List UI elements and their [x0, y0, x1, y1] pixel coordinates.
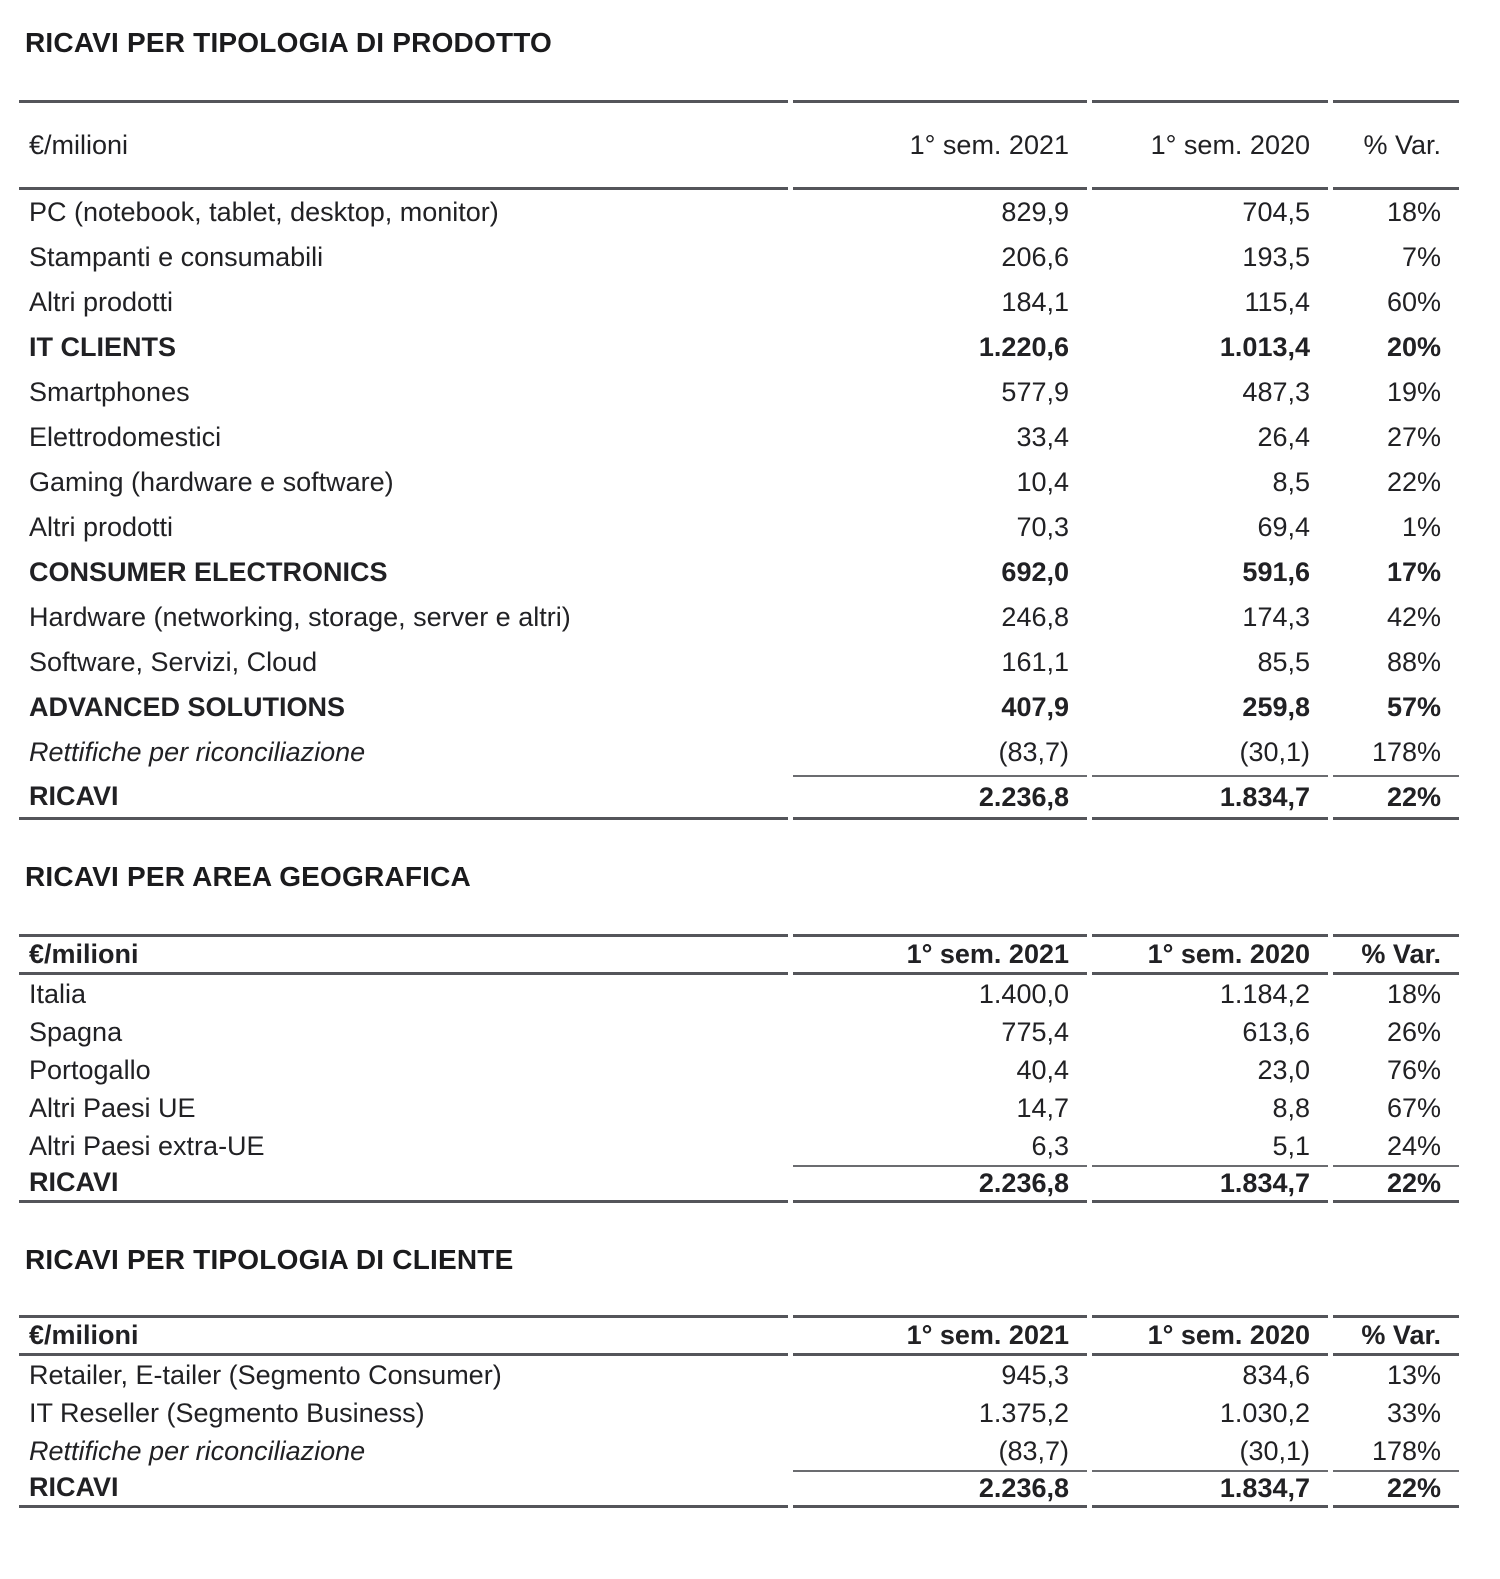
value-sem-2020: 834,6 — [1242, 1359, 1310, 1390]
table-row — [19, 775, 1459, 820]
table-row — [19, 1127, 1459, 1165]
table-row — [19, 1470, 1459, 1508]
value-var-pct: 178% — [1371, 1435, 1441, 1466]
table-row — [19, 640, 1459, 685]
value-var-pct: 76% — [1386, 1054, 1441, 1085]
row-label: IT Reseller (Segmento Business) — [29, 1397, 425, 1428]
value-var-pct: 60% — [1386, 287, 1441, 317]
col-header-sem-2020: 1° sem. 2020 — [1092, 100, 1328, 190]
value-var-pct: 18% — [1386, 978, 1441, 1009]
table-row — [19, 1394, 1459, 1432]
section-revenue-by-product — [0, 26, 1500, 820]
value-sem-2021: 40,4 — [1016, 1054, 1069, 1085]
value-sem-2020: 1.834,7 — [1092, 1165, 1328, 1203]
value-sem-2020: 259,8 — [1242, 692, 1310, 722]
table-row — [19, 685, 1459, 730]
table-body — [19, 975, 1459, 1203]
value-var-pct: 24% — [1386, 1130, 1441, 1161]
section-revenue-by-geography — [0, 860, 1500, 1203]
value-var-pct: 1% — [1401, 512, 1441, 542]
value-sem-2020: 193,5 — [1242, 242, 1310, 272]
section-revenue-by-customer — [0, 1243, 1500, 1508]
row-label: CONSUMER ELECTRONICS — [29, 557, 388, 587]
col-header-sem-2020: 1° sem. 2020 — [1092, 934, 1328, 975]
row-label: Rettifiche per riconciliazione — [29, 1435, 366, 1466]
revenue-by-product-table — [19, 100, 1459, 820]
table-row — [19, 550, 1459, 595]
value-var-pct: 178% — [1371, 737, 1441, 767]
value-sem-2021: (83,7) — [998, 1435, 1069, 1466]
value-sem-2021: 692,0 — [1001, 557, 1069, 587]
value-sem-2021: 206,6 — [1001, 242, 1069, 272]
table-row — [19, 1432, 1459, 1470]
value-var-pct: 20% — [1386, 332, 1441, 362]
value-var-pct: 22% — [1333, 1165, 1459, 1203]
value-var-pct: 19% — [1386, 377, 1441, 407]
col-header-var-pct: % Var. — [1333, 934, 1459, 975]
table-header-row — [19, 100, 1459, 190]
value-var-pct: 57% — [1386, 692, 1441, 722]
value-sem-2020: 26,4 — [1257, 422, 1310, 452]
value-var-pct: 67% — [1386, 1092, 1441, 1123]
value-sem-2020: 591,6 — [1242, 557, 1310, 587]
col-header-unit: €/milioni — [19, 934, 788, 975]
table-row — [19, 370, 1459, 415]
row-label: Italia — [29, 978, 87, 1009]
value-sem-2021: 945,3 — [1001, 1359, 1069, 1390]
value-var-pct: 18% — [1386, 197, 1441, 227]
value-sem-2020: 613,6 — [1242, 1016, 1310, 1047]
value-sem-2020: 704,5 — [1242, 197, 1310, 227]
value-var-pct: 88% — [1386, 647, 1441, 677]
table-row — [19, 460, 1459, 505]
value-var-pct: 22% — [1333, 1470, 1459, 1508]
value-sem-2020: 1.030,2 — [1219, 1397, 1310, 1428]
table-row — [19, 1165, 1459, 1203]
table-row — [19, 1089, 1459, 1127]
value-sem-2020: 23,0 — [1257, 1054, 1310, 1085]
value-sem-2021: 2.236,8 — [793, 1165, 1087, 1203]
row-label: Stampanti e consumabili — [29, 242, 324, 272]
section-title-product: RICAVI PER TIPOLOGIA DI PRODOTTO — [25, 27, 553, 58]
row-label: Spagna — [29, 1016, 123, 1047]
table-row — [19, 280, 1459, 325]
table-header-row — [19, 934, 1459, 975]
value-sem-2020: (30,1) — [1239, 1435, 1310, 1466]
value-var-pct: 33% — [1386, 1397, 1441, 1428]
table-row — [19, 505, 1459, 550]
value-sem-2020: 85,5 — [1257, 647, 1310, 677]
col-header-unit: €/milioni — [19, 1315, 788, 1356]
row-label: Rettifiche per riconciliazione — [29, 737, 366, 767]
table-row — [19, 595, 1459, 640]
col-header-sem-2021: 1° sem. 2021 — [793, 934, 1087, 975]
row-label: Hardware (networking, storage, server e altri) — [29, 602, 571, 632]
value-sem-2021: (83,7) — [998, 737, 1069, 767]
value-var-pct: 17% — [1386, 557, 1441, 587]
row-label: RICAVI — [19, 1470, 788, 1508]
row-label: PC (notebook, tablet, desktop, monitor) — [29, 197, 499, 227]
row-label: Gaming (hardware e software) — [29, 467, 394, 497]
value-sem-2020: 69,4 — [1257, 512, 1310, 542]
row-label: Smartphones — [29, 377, 190, 407]
value-sem-2020: 1.834,7 — [1092, 775, 1328, 820]
section-title-geography: RICAVI PER AREA GEOGRAFICA — [25, 861, 471, 892]
row-label: Elettrodomestici — [29, 422, 222, 452]
value-var-pct: 42% — [1386, 602, 1441, 632]
revenue-by-geography-table — [19, 934, 1459, 1203]
table-row — [19, 975, 1459, 1013]
value-sem-2020: 8,5 — [1272, 467, 1310, 497]
table-row — [19, 1013, 1459, 1051]
value-sem-2021: 407,9 — [1001, 692, 1069, 722]
value-sem-2020: 8,8 — [1272, 1092, 1310, 1123]
table-row — [19, 730, 1459, 775]
col-header-var-pct: % Var. — [1333, 1315, 1459, 1356]
row-label: Portogallo — [29, 1054, 151, 1085]
table-header-row — [19, 1315, 1459, 1356]
col-header-sem-2021: 1° sem. 2021 — [793, 100, 1087, 190]
row-label: Altri Paesi UE — [29, 1092, 196, 1123]
table-row — [19, 190, 1459, 235]
value-sem-2020: (30,1) — [1239, 737, 1310, 767]
value-sem-2021: 1.220,6 — [978, 332, 1069, 362]
value-sem-2020: 115,4 — [1244, 287, 1310, 317]
value-sem-2021: 2.236,8 — [793, 1470, 1087, 1508]
value-sem-2021: 246,8 — [1001, 602, 1069, 632]
value-sem-2021: 184,1 — [1001, 287, 1069, 317]
value-sem-2021: 161,1 — [1001, 647, 1069, 677]
col-header-sem-2021: 1° sem. 2021 — [793, 1315, 1087, 1356]
value-sem-2021: 2.236,8 — [793, 775, 1087, 820]
col-header-var-pct: % Var. — [1333, 100, 1459, 190]
table-body — [19, 190, 1459, 820]
value-var-pct: 27% — [1386, 422, 1441, 452]
row-label: RICAVI — [19, 1165, 788, 1203]
table-row — [19, 415, 1459, 460]
value-sem-2021: 6,3 — [1031, 1130, 1069, 1161]
value-sem-2020: 174,3 — [1242, 602, 1310, 632]
value-var-pct: 22% — [1386, 467, 1441, 497]
value-sem-2021: 775,4 — [1001, 1016, 1069, 1047]
table-row — [19, 1356, 1459, 1394]
value-sem-2021: 33,4 — [1016, 422, 1069, 452]
row-label: ADVANCED SOLUTIONS — [29, 692, 346, 722]
revenue-by-customer-table — [19, 1315, 1459, 1508]
value-sem-2021: 829,9 — [1001, 197, 1069, 227]
table-row — [19, 1051, 1459, 1089]
value-sem-2021: 10,4 — [1016, 467, 1069, 497]
row-label: RICAVI — [19, 775, 788, 820]
row-label: IT CLIENTS — [29, 332, 176, 362]
value-sem-2020: 1.013,4 — [1219, 332, 1310, 362]
value-sem-2020: 5,1 — [1272, 1130, 1310, 1161]
value-var-pct: 13% — [1386, 1359, 1441, 1390]
value-sem-2021: 14,7 — [1016, 1092, 1069, 1123]
col-header-unit: €/milioni — [19, 100, 788, 190]
value-sem-2021: 70,3 — [1016, 512, 1069, 542]
table-row — [19, 325, 1459, 370]
value-sem-2020: 1.184,2 — [1219, 978, 1310, 1009]
section-title-customer: RICAVI PER TIPOLOGIA DI CLIENTE — [25, 1244, 514, 1275]
value-sem-2020: 487,3 — [1242, 377, 1310, 407]
row-label: Altri Paesi extra-UE — [29, 1130, 265, 1161]
value-var-pct: 26% — [1386, 1016, 1441, 1047]
value-sem-2021: 1.400,0 — [978, 978, 1069, 1009]
table-row — [19, 235, 1459, 280]
row-label: Altri prodotti — [29, 512, 174, 542]
value-sem-2021: 577,9 — [1001, 377, 1069, 407]
value-sem-2020: 1.834,7 — [1092, 1470, 1328, 1508]
table-body — [19, 1356, 1459, 1508]
value-var-pct: 7% — [1401, 242, 1441, 272]
col-header-sem-2020: 1° sem. 2020 — [1092, 1315, 1328, 1356]
row-label: Retailer, E-tailer (Segmento Consumer) — [29, 1359, 502, 1390]
value-var-pct: 22% — [1333, 775, 1459, 820]
row-label: Altri prodotti — [29, 287, 174, 317]
value-sem-2021: 1.375,2 — [978, 1397, 1069, 1428]
row-label: Software, Servizi, Cloud — [29, 647, 318, 677]
